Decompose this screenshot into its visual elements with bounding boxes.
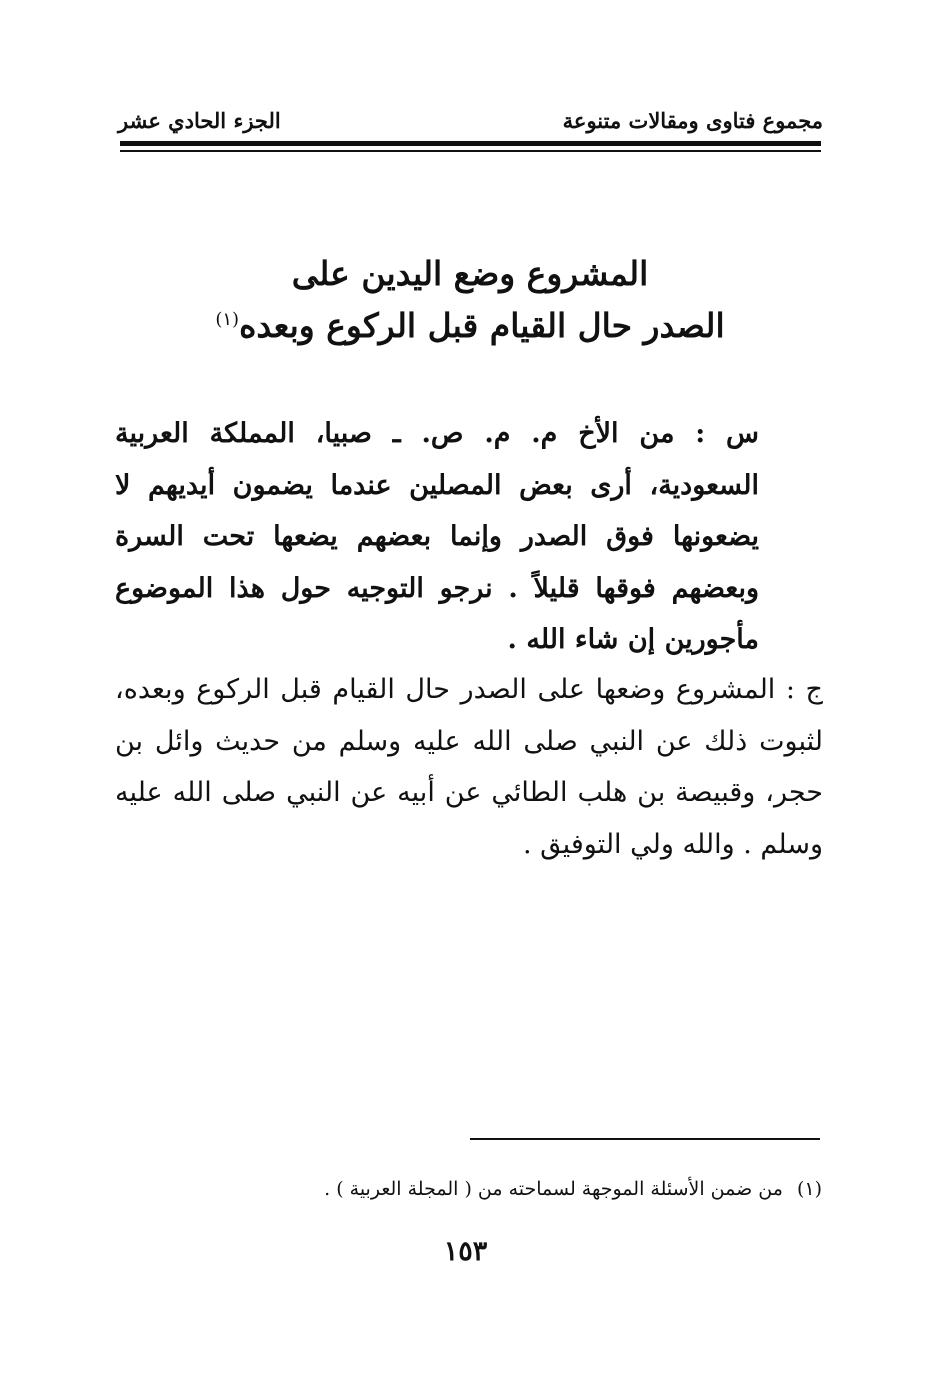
title-line-1: المشروع وضع اليدين على xyxy=(291,254,649,293)
header-rule-thick xyxy=(120,141,821,146)
article-title xyxy=(120,248,820,352)
volume-label: الجزء الحادي عشر xyxy=(118,108,281,133)
footnote-text: من ضمن الأسئلة الموجهة لسماحته من ( المجلة العربية ) . xyxy=(324,1178,783,1200)
title-line-2-text: الصدر حال القيام قبل الركوع وبعده xyxy=(239,306,725,345)
running-header xyxy=(118,108,823,140)
book-title: مجموع فتاوى ومقالات متنوعة xyxy=(562,108,823,133)
title-line-2 xyxy=(120,300,820,352)
footnote xyxy=(120,1178,822,1200)
question-paragraph: س : من الأخ م. م. ص. ـ صبيا، المملكة العربية السعودية، أرى بعض المصلين عندما يضمون أيديهم لا يضعونها فوق الصدر وإنما بعضهم يضعها تحت السرة وبعضهم فوقها قليلاً . نرجو التوجيه حول هذا الموضوع مأجورين إن شاء الله . xyxy=(115,418,759,655)
footnote-number: (١) xyxy=(796,1178,822,1200)
answer-paragraph: ج : المشروع وضعها على الصدر حال القيام قبل الركوع وبعده، لثبوت ذلك عن النبي صلى الله عليه وسلم من حديث وائل بن حجر، وقبيصة بن هلب الطائي عن أبيه عن النبي صلى الله عليه وسلم . والله ولي التوفيق . xyxy=(115,674,823,860)
header-rule-thin xyxy=(120,150,821,152)
footnote-separator xyxy=(470,1138,820,1140)
page-number: ١٥٣ xyxy=(443,1236,488,1267)
title-footnote-mark[interactable]: (١) xyxy=(215,309,240,330)
